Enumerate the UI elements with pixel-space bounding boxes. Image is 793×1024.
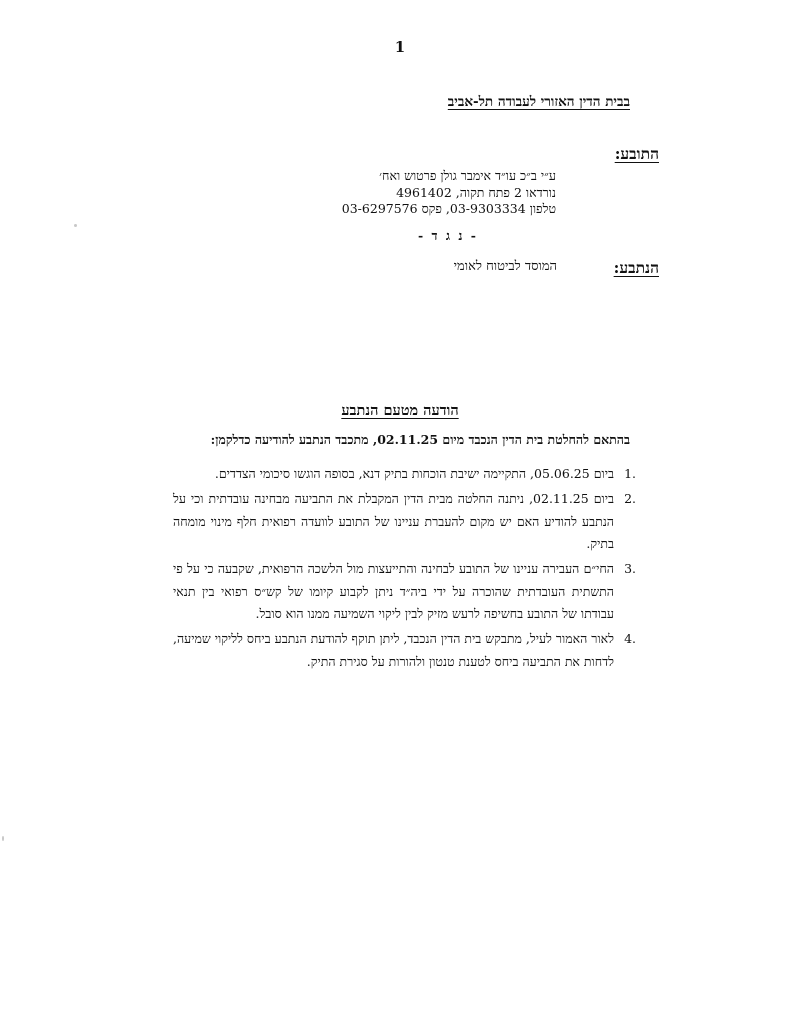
item-number: 1.	[624, 466, 636, 481]
plaintiff-attorney-line: ע״י ב״כ עו״ד אימבר גולן פרטוש ואח׳	[379, 168, 556, 183]
numbered-items	[173, 463, 636, 676]
defendant-label: הנתבע:	[613, 258, 659, 277]
plaintiff-phone-line: טלפון 03-9303334, פקס 03-6297576	[341, 201, 556, 216]
plaintiff-representation	[342, 168, 556, 218]
item-text: החי״ם העבירה עניינו של התובע לבחינה והתייעצות מול הלשכה הרפואית, שקבעה כי על פי התשתית העובדתית שהוכרה על ידי ביה״ד ניתן לקבוע קיומו של קש״ס רפואי בין תנאי עבודתו של התובע בחשיפה לרעש מזיק לבין ליקוי השמיעה ממנו הוא סובל.	[173, 561, 614, 621]
list-item	[173, 463, 636, 486]
intro-paragraph: בהתאם להחלטת בית הדין הנכבד מיום 02.11.25, מתכבד הנתבע להודיעה כדלקמן:	[210, 432, 630, 447]
item-number: 2.	[624, 491, 636, 506]
court-name: בבית הדין האזורי לעבודה תל-אביב	[447, 94, 630, 110]
defendant-name: המוסד לביטוח לאומי	[453, 259, 557, 274]
item-text: ביום 05.06.25, התקיימה ישיבת הוכחות בתיק דנא, בסופה הוגשו סיכומי הצדדים.	[214, 466, 614, 481]
item-number: 4.	[624, 631, 636, 646]
plaintiff-address-line: נורדאו 2 פתח תקוה, 4961402	[396, 184, 556, 200]
scan-speck	[74, 224, 77, 227]
item-text: ביום 02.11.25, ניתנה החלטה מבית הדין המקבלת את התביעה מבחינה עובדתית וכי על הנתבע להודיע האם יש מקום להעברת עניינו של התובע לוועדה רפואית חלף מינוי מומחה בתיק.	[173, 491, 614, 551]
document-title: הודעה מטעם הנתבע	[341, 402, 459, 419]
versus-separator: - נ ג ד -	[418, 228, 478, 243]
plaintiff-label: התובע:	[614, 144, 659, 163]
list-item	[173, 488, 636, 556]
scan-speck	[2, 836, 4, 841]
page-number: 1	[394, 38, 406, 56]
list-item	[173, 558, 636, 626]
item-number: 3.	[624, 561, 636, 576]
list-item	[173, 628, 636, 673]
item-text: לאור האמור לעיל, מתבקש בית הדין הנכבד, ליתן תוקף להודעת הנתבע ביחס לליקוי שמיעה, לדחות את התביעה ביחס לטענת טנטון ולהורות על סגירת התיק.	[173, 631, 614, 669]
